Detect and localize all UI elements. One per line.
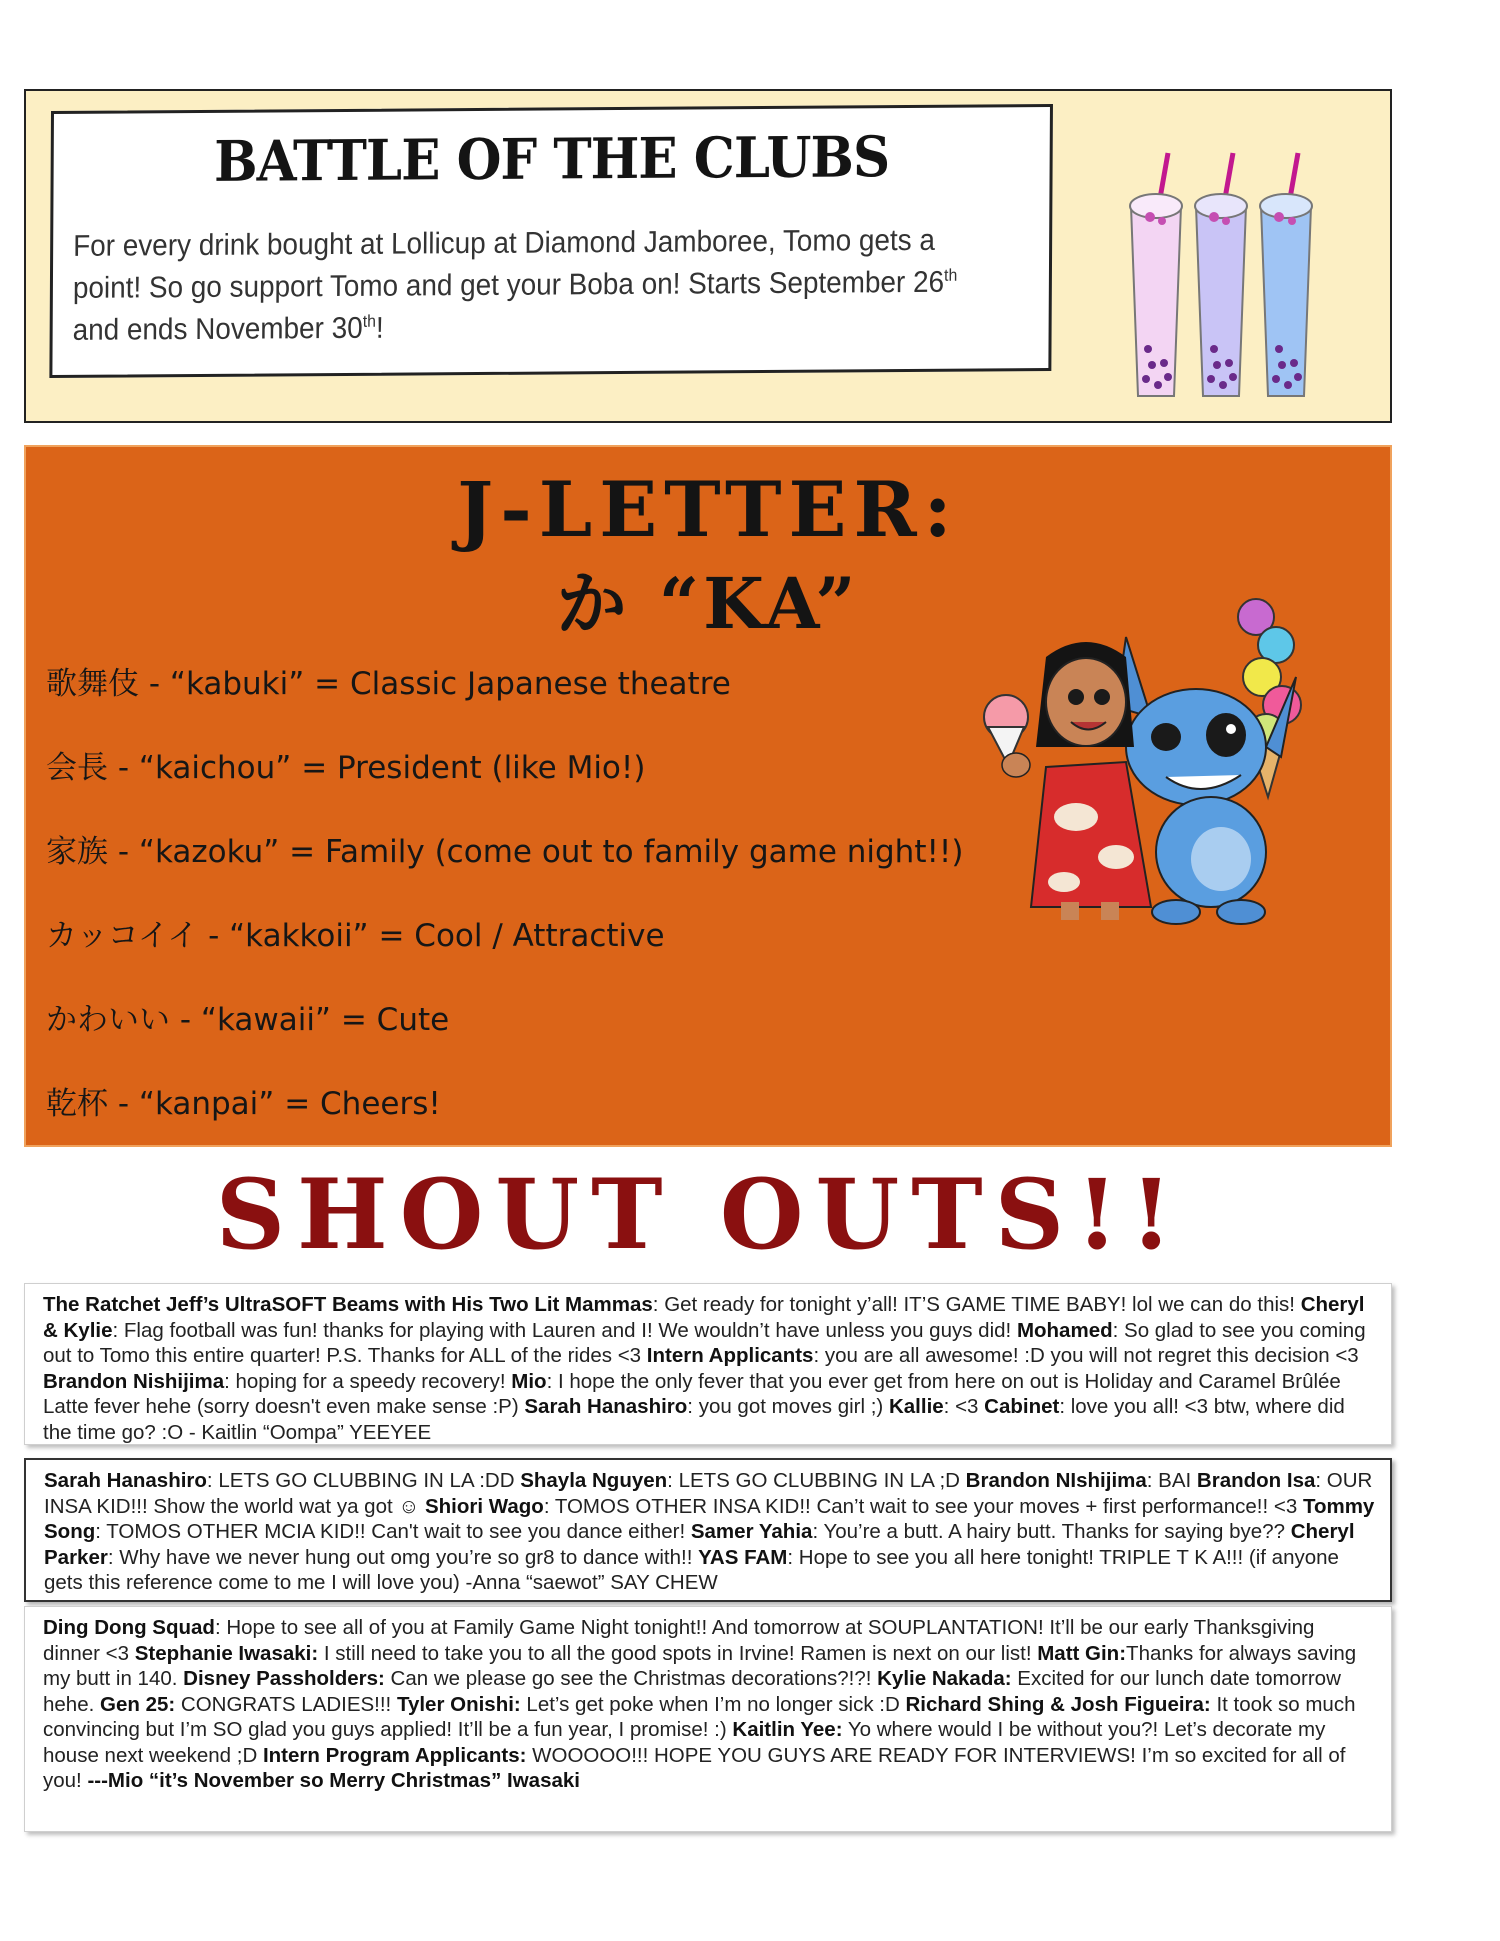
vocab-item: 歌舞伎 - “kabuki” = Classic Japanese theatre (46, 666, 731, 702)
boba-cup-1 (1130, 153, 1182, 396)
lilo-and-stitch-illustration (976, 597, 1346, 927)
battle-text-part3: ! (375, 311, 384, 345)
shout-message: : TOMOS OTHER MCIA KID!! Can't wait to see you dance either! (95, 1520, 691, 1543)
vocab-item: 乾杯 - “kanpai” = Cheers! (46, 1086, 441, 1122)
shout-name: Samer Yahia (690, 1520, 813, 1543)
shout-message: : TOMOS OTHER INSA KID!! Can’t wait to see your moves + first performance!! <3 (543, 1494, 1303, 1518)
battle-title: BATTLE OF THE CLUBS (213, 124, 890, 195)
battle-text-part2: and ends November 30 (72, 311, 363, 347)
shout-name: Ding Dong Squad (43, 1616, 215, 1639)
battle-of-the-clubs-section (24, 89, 1392, 423)
shout-outs-paragraph (43, 1292, 1377, 1445)
shout-name: Kaitlin Yee: (732, 1718, 843, 1741)
shout-name: Mio (511, 1369, 547, 1393)
shout-name: Kallie (888, 1395, 944, 1418)
shout-message: : hoping for a speedy recovery! (224, 1369, 512, 1393)
shout-message: : You’re a butt. A hairy butt. Thanks for saying bye?? (812, 1520, 1291, 1543)
shout-name: The Ratchet Jeff’s UltraSOFT Beams with His Two Lit Mammas (43, 1293, 653, 1316)
boba-cup-3 (1260, 153, 1312, 396)
shout-name: Cheryl Parker (44, 1520, 1355, 1569)
shout-outs-paragraph (44, 1468, 1376, 1596)
vocab-item: 家族 - “kazoku” = Family (come out to family game night!!) (46, 834, 964, 870)
shout-name: ---Mio “it’s November so Merry Christmas” Iwasaki (87, 1769, 580, 1792)
shout-name: Tyler Onishi: (396, 1692, 521, 1716)
shout-message: Yo where would I be without you?! Let’s decorate my house next weekend ;D (43, 1718, 1326, 1767)
shout-name: Intern Applicants (646, 1344, 814, 1367)
shout-name: Sarah Hanashiro (524, 1395, 688, 1418)
shout-name: Disney Passholders: (183, 1667, 385, 1690)
shout-message: Let’s get poke when I’m no longer sick :D (520, 1692, 906, 1716)
shout-message: : I hope the only fever that you ever get from here on out is Holiday and Caramel Brûlée Latte fever hehe (sorry doesn't even make sense :P) (43, 1369, 1341, 1418)
boba-drinks-illustration (1126, 151, 1326, 401)
shout-outs-box-2 (24, 1458, 1392, 1602)
shout-name: Cheryl & Kylie (43, 1293, 1365, 1342)
shout-name: Sarah Hanashiro (44, 1469, 207, 1492)
shout-message: : you got moves girl ;) (687, 1395, 889, 1418)
shout-name: Richard Shing & Josh Figueira: (905, 1692, 1211, 1716)
shout-message: Can we please go see the Christmas decorations?!?! (384, 1667, 878, 1690)
shout-name: YAS FAM (698, 1545, 788, 1569)
shout-message: : love you all! <3 btw, where did the time go? :O - Kaitlin “Oompa” YEEYEE (43, 1395, 1345, 1444)
shout-message: Excited for our lunch date tomorrow hehe. (43, 1667, 1341, 1716)
shout-message: : Get ready for tonight y’all! IT’S GAME TIME BABY! lol we can do this! (652, 1293, 1301, 1316)
vocab-item: カッコイイ - “kakkoii” = Cool / Attractive (46, 918, 665, 954)
shout-message: WOOOOO!!! HOPE YOU GUYS ARE READY FOR INTERVIEWS! I’m so excited for all of you! (43, 1743, 1346, 1792)
boba-cup-2 (1195, 153, 1247, 396)
shout-message: : LETS GO CLUBBING IN LA ;D (667, 1469, 966, 1492)
shout-name: Brandon Nishijima (43, 1369, 225, 1393)
shout-message: : So glad to see you coming out to Tomo this entire quarter! P.S. Thanks for ALL of the rides <3 (43, 1318, 1366, 1367)
lilo-figure (984, 642, 1151, 920)
vocab-list (46, 665, 963, 1169)
shout-message: : you are all awesome! :D you will not regret this decision <3 (813, 1344, 1359, 1367)
shout-message: : <3 (943, 1395, 985, 1418)
shout-message: : LETS GO CLUBBING IN LA :DD (206, 1469, 521, 1492)
shout-outs-heading: SHOUT OUTS!! (215, 1158, 1185, 1271)
shout-outs-box-1 (24, 1283, 1392, 1445)
shout-outs-paragraph (43, 1615, 1377, 1794)
shout-message: Thanks for always saving my butt in 140. (43, 1641, 1357, 1690)
shout-name: Shayla Nguyen (520, 1469, 668, 1492)
shout-message: : BAI (1146, 1469, 1197, 1492)
j-letter-section (24, 445, 1392, 1147)
shout-name: Tommy Song (44, 1494, 1375, 1543)
shout-outs-box-3 (24, 1606, 1392, 1832)
shout-name: Kylie Nakada: (877, 1667, 1012, 1690)
vocab-item: 会長 - “kaichou” = President (like Mio!) (46, 750, 646, 786)
battle-card (49, 104, 1053, 378)
shout-message: : Hope to see you all here tonight! TRIPLE T K A!!! (if anyone gets this reference come to me I will love you) -Anna “saewot” SAY CHEW (44, 1545, 1339, 1594)
shout-message: : OUR INSA KID!!! Show the world wat ya got ☺ (44, 1469, 1373, 1518)
shout-name: Stephanie Iwasaki: (134, 1641, 319, 1665)
j-letter-subtitle: か “KA” (556, 562, 860, 645)
shout-message: CONGRATS LADIES!!! (175, 1692, 397, 1716)
battle-sup2: th (362, 311, 376, 331)
shout-name: Shiori Wago (424, 1494, 544, 1518)
shout-name: Brandon NIshijima (965, 1469, 1147, 1492)
battle-sup1: th (944, 265, 958, 285)
shout-name: Brandon Isa (1196, 1469, 1316, 1492)
shout-message: I still need to take you to all the good spots in Irvine! Ramen is next on our list! (318, 1641, 1038, 1665)
battle-text-part1: For every drink bought at Lollicup at Diamond Jamboree, Tomo gets a point! So go support Tomo and get your Boba on! Starts September 26 (72, 223, 945, 305)
shout-name: Intern Program Applicants: (262, 1743, 527, 1767)
shout-message: : Hope to see all of you at Family Game Night tonight!! And tomorrow at SOUPLANTATION! It’ll be our early Thanksgiving dinner <3 (43, 1616, 1315, 1665)
j-letter-title: J-LETTER: (457, 465, 959, 554)
shout-message: : Why have we never hung out omg you’re so gr8 to dance with!! (107, 1545, 699, 1569)
shout-name: Mohamed (1016, 1318, 1113, 1342)
shout-message: : Flag football was fun! thanks for playing with Lauren and I! We wouldn’t have unless you guys did! (112, 1318, 1017, 1342)
shout-name: Cabinet (984, 1395, 1060, 1418)
shout-name: Gen 25: (100, 1692, 176, 1716)
battle-text (73, 220, 967, 352)
vocab-item: かわいい - “kawaii” = Cute (46, 1002, 450, 1038)
shout-message: It took so much convincing but I’m SO glad you guys applied! It’ll be a fun year, I promise! :) (43, 1692, 1356, 1741)
shout-name: Matt Gin: (1037, 1641, 1127, 1665)
